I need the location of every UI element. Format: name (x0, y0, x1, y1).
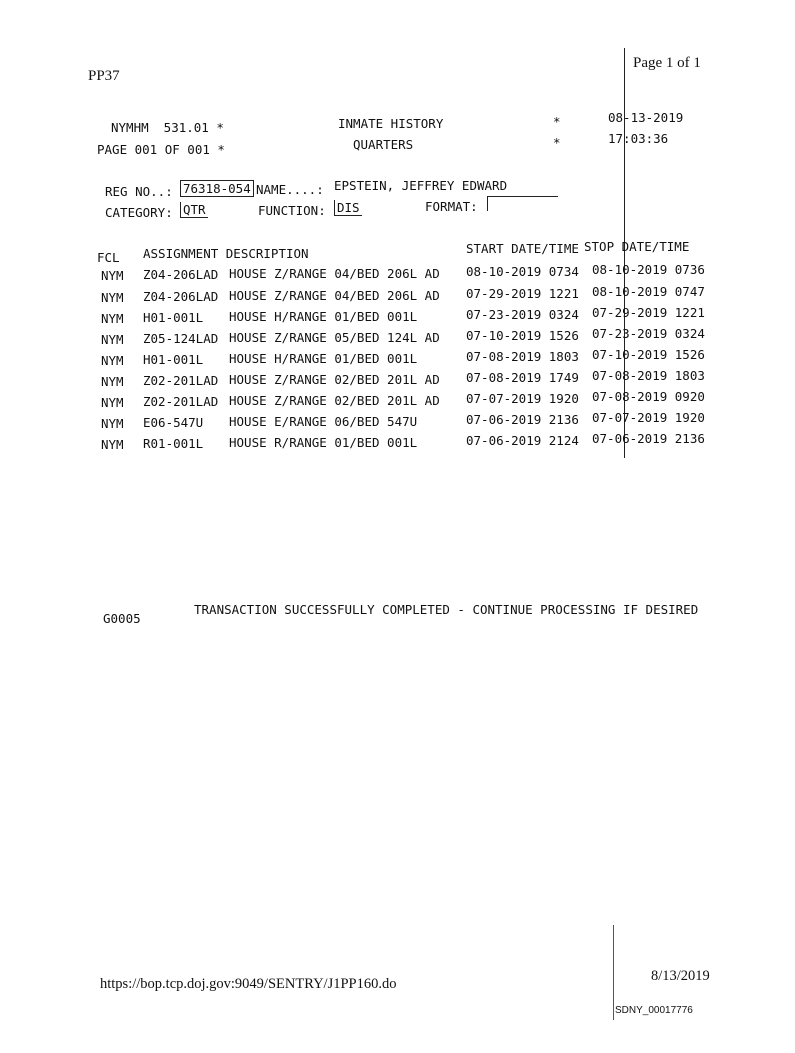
table-row (0, 410, 795, 431)
format-field[interactable] (487, 196, 558, 211)
col-header-stop: STOP DATE/TIME (584, 239, 690, 254)
cell-assignment: Z02-201LAD (143, 373, 219, 388)
report-subtitle: QUARTERS (353, 137, 414, 152)
cell-fcl: NYM (101, 437, 124, 452)
cell-stop-datetime: 07-29-2019 1221 (592, 305, 705, 320)
header-star-1: * (553, 114, 561, 129)
cell-description: HOUSE Z/RANGE 05/BED 124L AD (229, 330, 440, 345)
cell-start-datetime: 07-10-2019 1526 (466, 328, 579, 343)
name-label: NAME....: (256, 182, 324, 197)
cell-stop-datetime: 07-10-2019 1526 (592, 347, 705, 362)
cell-fcl: NYM (101, 353, 124, 368)
cell-fcl: NYM (101, 290, 124, 305)
cell-stop-datetime: 07-08-2019 0920 (592, 389, 705, 404)
cell-start-datetime: 07-06-2019 2124 (466, 433, 579, 448)
reg-no-field[interactable]: 76318-054 (180, 180, 254, 197)
report-date: 08-13-2019 (608, 110, 684, 125)
source-url: https://bop.tcp.doj.gov:9049/SENTRY/J1PP160.do (100, 976, 397, 992)
format-label: FORMAT: (425, 199, 478, 214)
cell-start-datetime: 07-07-2019 1920 (466, 391, 579, 406)
category-label: CATEGORY: (105, 205, 173, 220)
cell-fcl: NYM (101, 416, 124, 431)
footer-date: 8/13/2019 (651, 968, 710, 984)
cell-assignment: R01-001L (143, 436, 204, 451)
function-label: FUNCTION: (258, 203, 326, 218)
cell-assignment: Z04-206LAD (143, 267, 219, 282)
system-id: NYMHM 531.01 * (111, 120, 224, 135)
cell-start-datetime: 07-08-2019 1803 (466, 349, 579, 364)
bates-number: SDNY_00017776 (615, 1005, 693, 1016)
footer-divider-line (613, 925, 614, 1020)
page-number-label: Page 1 of 1 (633, 55, 701, 71)
table-row (0, 262, 795, 283)
cell-stop-datetime: 07-23-2019 0324 (592, 326, 705, 341)
cell-description: HOUSE E/RANGE 06/BED 547U (229, 414, 418, 429)
cell-description: HOUSE H/RANGE 01/BED 001L (229, 351, 418, 366)
cell-fcl: NYM (101, 332, 124, 347)
cell-start-datetime: 07-23-2019 0324 (466, 307, 579, 322)
status-message: TRANSACTION SUCCESSFULLY COMPLETED - CONTINUE PROCESSING IF DESIRED (194, 602, 699, 617)
page-counter: PAGE 001 OF 001 * (97, 142, 225, 157)
table-row (0, 368, 795, 389)
col-header-assignment-description: ASSIGNMENT DESCRIPTION (143, 246, 309, 261)
cell-description: HOUSE Z/RANGE 02/BED 201L AD (229, 372, 440, 387)
cell-fcl: NYM (101, 395, 124, 410)
document-code: PP37 (88, 68, 120, 84)
table-row (0, 284, 795, 305)
cell-assignment: Z05-124LAD (143, 331, 219, 346)
reg-no-label: REG NO..: (105, 184, 173, 199)
report-time: 17:03:36 (608, 131, 669, 146)
cell-stop-datetime: 07-06-2019 2136 (592, 431, 705, 446)
cell-description: HOUSE Z/RANGE 04/BED 206L AD (229, 288, 440, 303)
cell-stop-datetime: 08-10-2019 0747 (592, 284, 705, 299)
header-star-2: * (553, 135, 561, 150)
status-code: G0005 (103, 611, 141, 626)
table-row (0, 389, 795, 410)
table-row (0, 326, 795, 347)
cell-description: HOUSE Z/RANGE 04/BED 206L AD (229, 266, 440, 281)
table-row (0, 347, 795, 368)
category-field[interactable]: QTR (180, 202, 208, 218)
cell-description: HOUSE H/RANGE 01/BED 001L (229, 309, 418, 324)
cell-assignment: Z02-201LAD (143, 394, 219, 409)
cell-stop-datetime: 07-08-2019 1803 (592, 368, 705, 383)
cell-assignment: Z04-206LAD (143, 289, 219, 304)
col-header-start: START DATE/TIME (466, 241, 579, 256)
cell-stop-datetime: 07-07-2019 1920 (592, 410, 705, 425)
cell-start-datetime: 07-06-2019 2136 (466, 412, 579, 427)
cell-assignment: H01-001L (143, 352, 204, 367)
cell-start-datetime: 08-10-2019 0734 (466, 264, 579, 279)
cell-start-datetime: 07-29-2019 1221 (466, 286, 579, 301)
cell-assignment: H01-001L (143, 310, 204, 325)
table-row (0, 431, 795, 452)
cell-fcl: NYM (101, 311, 124, 326)
cell-fcl: NYM (101, 374, 124, 389)
function-field[interactable]: DIS (334, 200, 362, 216)
report-title: INMATE HISTORY (338, 116, 444, 131)
cell-fcl: NYM (101, 268, 124, 283)
col-header-fcl: FCL (97, 250, 120, 265)
table-row (0, 305, 795, 326)
cell-stop-datetime: 08-10-2019 0736 (592, 262, 705, 277)
cell-description: HOUSE R/RANGE 01/BED 001L (229, 435, 418, 450)
name-value: EPSTEIN, JEFFREY EDWARD (334, 178, 508, 193)
cell-description: HOUSE Z/RANGE 02/BED 201L AD (229, 393, 440, 408)
cell-start-datetime: 07-08-2019 1749 (466, 370, 579, 385)
cell-assignment: E06-547U (143, 415, 204, 430)
